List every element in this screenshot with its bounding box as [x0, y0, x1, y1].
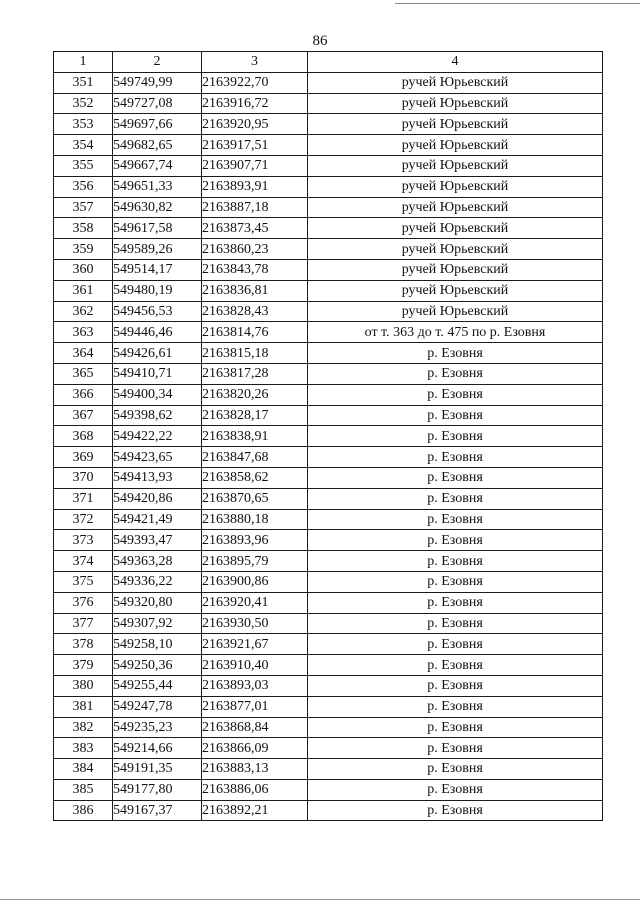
description-cell: р. Езовня — [308, 675, 603, 696]
description-cell: ручей Юрьевский — [308, 301, 603, 322]
description-cell: ручей Юрьевский — [308, 239, 603, 260]
table-row — [54, 363, 603, 384]
y-coordinate-cell: 2163836,81 — [202, 280, 308, 301]
description-cell: р. Езовня — [308, 613, 603, 634]
y-coordinate-cell: 2163917,51 — [202, 135, 308, 156]
table-row — [54, 343, 603, 364]
y-coordinate-cell: 2163920,95 — [202, 114, 308, 135]
table-row — [54, 322, 603, 343]
description-cell: р. Езовня — [308, 571, 603, 592]
x-coordinate-cell: 549697,66 — [113, 114, 202, 135]
x-coordinate-cell: 549423,65 — [113, 447, 202, 468]
description-cell: р. Езовня — [308, 759, 603, 780]
y-coordinate-cell: 2163820,26 — [202, 384, 308, 405]
y-coordinate-cell: 2163886,06 — [202, 779, 308, 800]
x-coordinate-cell: 549177,80 — [113, 779, 202, 800]
header-point-number: 1 — [54, 52, 113, 73]
table-row — [54, 467, 603, 488]
table-row — [54, 405, 603, 426]
x-coordinate-cell: 549420,86 — [113, 488, 202, 509]
point-number-cell: 385 — [54, 779, 113, 800]
y-coordinate-cell: 2163817,28 — [202, 363, 308, 384]
table-row — [54, 135, 603, 156]
description-cell: р. Езовня — [308, 467, 603, 488]
table-row — [54, 571, 603, 592]
y-coordinate-cell: 2163858,62 — [202, 467, 308, 488]
x-coordinate-cell: 549320,80 — [113, 592, 202, 613]
table-row — [54, 93, 603, 114]
y-coordinate-cell: 2163921,67 — [202, 634, 308, 655]
table-row — [54, 197, 603, 218]
y-coordinate-cell: 2163893,91 — [202, 176, 308, 197]
table-row — [54, 176, 603, 197]
description-cell: р. Езовня — [308, 779, 603, 800]
point-number-cell: 367 — [54, 405, 113, 426]
table-row — [54, 738, 603, 759]
point-number-cell: 365 — [54, 363, 113, 384]
point-number-cell: 372 — [54, 509, 113, 530]
description-cell: ручей Юрьевский — [308, 197, 603, 218]
y-coordinate-cell: 2163910,40 — [202, 655, 308, 676]
description-cell: ручей Юрьевский — [308, 259, 603, 280]
point-number-cell: 363 — [54, 322, 113, 343]
y-coordinate-cell: 2163877,01 — [202, 696, 308, 717]
x-coordinate-cell: 549426,61 — [113, 343, 202, 364]
point-number-cell: 383 — [54, 738, 113, 759]
x-coordinate-cell: 549617,58 — [113, 218, 202, 239]
description-cell: ручей Юрьевский — [308, 135, 603, 156]
y-coordinate-cell: 2163843,78 — [202, 259, 308, 280]
x-coordinate-cell: 549682,65 — [113, 135, 202, 156]
y-coordinate-cell: 2163828,43 — [202, 301, 308, 322]
x-coordinate-cell: 549667,74 — [113, 155, 202, 176]
y-coordinate-cell: 2163887,18 — [202, 197, 308, 218]
description-cell: р. Езовня — [308, 738, 603, 759]
table-row — [54, 509, 603, 530]
x-coordinate-cell: 549410,71 — [113, 363, 202, 384]
y-coordinate-cell: 2163930,50 — [202, 613, 308, 634]
y-coordinate-cell: 2163883,13 — [202, 759, 308, 780]
y-coordinate-cell: 2163920,41 — [202, 592, 308, 613]
table-row — [54, 72, 603, 93]
table-row — [54, 779, 603, 800]
table-row — [54, 301, 603, 322]
description-cell: ручей Юрьевский — [308, 114, 603, 135]
table-row — [54, 551, 603, 572]
x-coordinate-cell: 549393,47 — [113, 530, 202, 551]
description-cell: от т. 363 до т. 475 по р. Езовня — [308, 322, 603, 343]
table-row — [54, 800, 603, 821]
header-description: 4 — [308, 52, 603, 73]
description-cell: р. Езовня — [308, 447, 603, 468]
description-cell: р. Езовня — [308, 717, 603, 738]
point-number-cell: 359 — [54, 239, 113, 260]
description-cell: р. Езовня — [308, 405, 603, 426]
x-coordinate-cell: 549398,62 — [113, 405, 202, 426]
description-cell: ручей Юрьевский — [308, 155, 603, 176]
point-number-cell: 356 — [54, 176, 113, 197]
y-coordinate-cell: 2163847,68 — [202, 447, 308, 468]
x-coordinate-cell: 549336,22 — [113, 571, 202, 592]
x-coordinate-cell: 549422,22 — [113, 426, 202, 447]
table-row — [54, 447, 603, 468]
point-number-cell: 378 — [54, 634, 113, 655]
x-coordinate-cell: 549235,23 — [113, 717, 202, 738]
table-row — [54, 530, 603, 551]
description-cell: р. Езовня — [308, 509, 603, 530]
table-row — [54, 488, 603, 509]
point-number-cell: 357 — [54, 197, 113, 218]
header-x-coordinate: 2 — [113, 52, 202, 73]
point-number-cell: 361 — [54, 280, 113, 301]
description-cell: р. Езовня — [308, 800, 603, 821]
y-coordinate-cell: 2163838,91 — [202, 426, 308, 447]
y-coordinate-cell: 2163828,17 — [202, 405, 308, 426]
table-row — [54, 613, 603, 634]
y-coordinate-cell: 2163907,71 — [202, 155, 308, 176]
table-header-row — [54, 52, 603, 73]
point-number-cell: 377 — [54, 613, 113, 634]
y-coordinate-cell: 2163866,09 — [202, 738, 308, 759]
point-number-cell: 374 — [54, 551, 113, 572]
point-number-cell: 381 — [54, 696, 113, 717]
point-number-cell: 369 — [54, 447, 113, 468]
y-coordinate-cell: 2163815,18 — [202, 343, 308, 364]
x-coordinate-cell: 549258,10 — [113, 634, 202, 655]
description-cell: р. Езовня — [308, 488, 603, 509]
point-number-cell: 360 — [54, 259, 113, 280]
x-coordinate-cell: 549480,19 — [113, 280, 202, 301]
point-number-cell: 368 — [54, 426, 113, 447]
y-coordinate-cell: 2163870,65 — [202, 488, 308, 509]
x-coordinate-cell: 549413,93 — [113, 467, 202, 488]
description-cell: р. Езовня — [308, 384, 603, 405]
point-number-cell: 358 — [54, 218, 113, 239]
description-cell: р. Езовня — [308, 343, 603, 364]
description-cell: ручей Юрьевский — [308, 280, 603, 301]
x-coordinate-cell: 549247,78 — [113, 696, 202, 717]
point-number-cell: 353 — [54, 114, 113, 135]
x-coordinate-cell: 549514,17 — [113, 259, 202, 280]
table-row — [54, 280, 603, 301]
x-coordinate-cell: 549456,53 — [113, 301, 202, 322]
point-number-cell: 380 — [54, 675, 113, 696]
y-coordinate-cell: 2163892,21 — [202, 800, 308, 821]
description-cell: р. Езовня — [308, 634, 603, 655]
y-coordinate-cell: 2163893,03 — [202, 675, 308, 696]
table-row — [54, 114, 603, 135]
y-coordinate-cell: 2163922,70 — [202, 72, 308, 93]
x-coordinate-cell: 549630,82 — [113, 197, 202, 218]
description-cell: р. Езовня — [308, 592, 603, 613]
y-coordinate-cell: 2163860,23 — [202, 239, 308, 260]
table-row — [54, 259, 603, 280]
x-coordinate-cell: 549255,44 — [113, 675, 202, 696]
table-row — [54, 218, 603, 239]
x-coordinate-cell: 549250,36 — [113, 655, 202, 676]
x-coordinate-cell: 549400,34 — [113, 384, 202, 405]
y-coordinate-cell: 2163873,45 — [202, 218, 308, 239]
y-coordinate-cell: 2163880,18 — [202, 509, 308, 530]
page-number: 86 — [312, 33, 328, 49]
y-coordinate-cell: 2163814,76 — [202, 322, 308, 343]
point-number-cell: 366 — [54, 384, 113, 405]
point-number-cell: 362 — [54, 301, 113, 322]
description-cell: р. Езовня — [308, 363, 603, 384]
point-number-cell: 371 — [54, 488, 113, 509]
point-number-cell: 364 — [54, 343, 113, 364]
description-cell: ручей Юрьевский — [308, 72, 603, 93]
y-coordinate-cell: 2163868,84 — [202, 717, 308, 738]
description-cell: р. Езовня — [308, 530, 603, 551]
point-number-cell: 382 — [54, 717, 113, 738]
point-number-cell: 351 — [54, 72, 113, 93]
description-cell: ручей Юрьевский — [308, 93, 603, 114]
y-coordinate-cell: 2163893,96 — [202, 530, 308, 551]
table-row — [54, 634, 603, 655]
x-coordinate-cell: 549214,66 — [113, 738, 202, 759]
x-coordinate-cell: 549307,92 — [113, 613, 202, 634]
table-row — [54, 155, 603, 176]
table-row — [54, 717, 603, 738]
table-row — [54, 592, 603, 613]
y-coordinate-cell: 2163895,79 — [202, 551, 308, 572]
y-coordinate-cell: 2163900,86 — [202, 571, 308, 592]
table-row — [54, 675, 603, 696]
scan-artifact-bottom — [0, 899, 640, 900]
description-cell: ручей Юрьевский — [308, 218, 603, 239]
x-coordinate-cell: 549363,28 — [113, 551, 202, 572]
point-number-cell: 384 — [54, 759, 113, 780]
description-cell: р. Езовня — [308, 696, 603, 717]
coordinates-table — [53, 51, 603, 821]
point-number-cell: 355 — [54, 155, 113, 176]
point-number-cell: 379 — [54, 655, 113, 676]
x-coordinate-cell: 549727,08 — [113, 93, 202, 114]
x-coordinate-cell: 549589,26 — [113, 239, 202, 260]
table-row — [54, 696, 603, 717]
description-cell: р. Езовня — [308, 551, 603, 572]
point-number-cell: 373 — [54, 530, 113, 551]
x-coordinate-cell: 549421,49 — [113, 509, 202, 530]
scan-artifact-top — [395, 3, 640, 4]
x-coordinate-cell: 549446,46 — [113, 322, 202, 343]
table-body — [54, 72, 603, 821]
description-cell: ручей Юрьевский — [308, 176, 603, 197]
point-number-cell: 370 — [54, 467, 113, 488]
description-cell: р. Езовня — [308, 426, 603, 447]
header-y-coordinate: 3 — [202, 52, 308, 73]
point-number-cell: 386 — [54, 800, 113, 821]
x-coordinate-cell: 549651,33 — [113, 176, 202, 197]
point-number-cell: 376 — [54, 592, 113, 613]
table-row — [54, 239, 603, 260]
point-number-cell: 354 — [54, 135, 113, 156]
table-row — [54, 384, 603, 405]
point-number-cell: 352 — [54, 93, 113, 114]
x-coordinate-cell: 549167,37 — [113, 800, 202, 821]
x-coordinate-cell: 549191,35 — [113, 759, 202, 780]
table-row — [54, 759, 603, 780]
description-cell: р. Езовня — [308, 655, 603, 676]
x-coordinate-cell: 549749,99 — [113, 72, 202, 93]
y-coordinate-cell: 2163916,72 — [202, 93, 308, 114]
table-row — [54, 655, 603, 676]
table-row — [54, 426, 603, 447]
point-number-cell: 375 — [54, 571, 113, 592]
